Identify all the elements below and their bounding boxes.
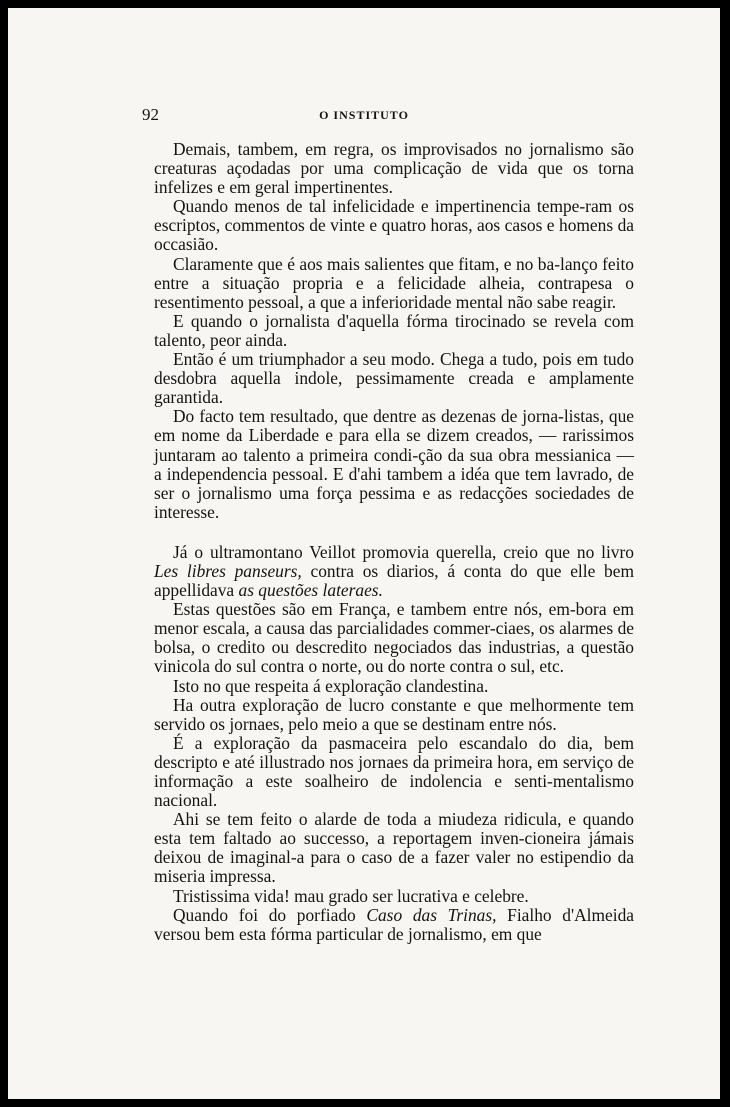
case-title: Caso das Trinas, <box>366 904 497 925</box>
page-header <box>8 105 720 125</box>
book-title: Les libres panseurs, <box>154 560 302 581</box>
paragraph: Tristissima vida! mau grado ser lucrativa e celebre. <box>173 885 529 906</box>
paragraph: Ahi se tem feito o alarde de toda a miudeza ridicula, e quando esta tem faltado ao successo, a reportagem inven-cioneira jámais deixou de imaginal-a para o caso de a fazer valer no estipendio da miseria impressa. <box>154 809 634 887</box>
paragraph: Do facto tem resultado, que dentre as dezenas de jorna-listas, que em nome da Liberdade e para ella se dizem creados, — rarissimos juntaram ao talento a primeira condi-ção da sua obra messianica — a independencia pessoal. E d'ahi tambem a idéa que tem lavrado, de ser o jornalismo uma força pessima e as redacções sociedades de interesse. <box>154 406 634 522</box>
italic-phrase: as questões lateraes. <box>238 580 383 601</box>
text-run: Fialho d'Almeida versou bem esta fórma particular de jornalismo, em que <box>154 904 634 944</box>
paragraph: Claramente que é aos mais salientes que fitam, e no ba-lanço feito entre a situação propria e a felicidade alheia, contrapesa o resentimento pessoal, a que a inferioridade mental não sabe reagir. <box>154 253 634 312</box>
paragraph: Isto no que respeita á exploração clandestina. <box>173 675 489 696</box>
body-text <box>154 140 634 944</box>
paragraph: É a exploração da pasmaceira pelo escandalo do dia, bem descripto e até illustrado nos jornaes da primeira hora, em serviço de informação a este soalheiro de indolencia e senti-mentalismo nacional. <box>154 732 634 811</box>
paragraph: Então é um triumphador a seu modo. Chega a tudo, pois em tudo desdobra aquella indole, pessimamente creada e amplamente garantida. <box>154 349 634 408</box>
text-run: contra os diarios, á conta do que elle bem appellidava <box>154 560 634 601</box>
paragraph-veillot <box>154 543 634 600</box>
book-page <box>8 8 720 1099</box>
paragraph: Estas questões são em França, e tambem entre nós, em-bora em menor escala, a causa das parcialidades commer-ciaes, os alarmes de bolsa, o credito ou descredito negociados das industrias, a questão vinicola do sul contra o norte, ou do norte contra o sul, etc. <box>154 599 634 677</box>
page-number: 92 <box>142 105 159 124</box>
paragraph-final <box>154 906 634 944</box>
running-title: O INSTITUTO <box>319 108 409 122</box>
text-run: Já o ultramontano Veillot promovia querella, creio que no livro <box>173 541 634 562</box>
paragraph: Demais, tambem, em regra, os improvisados no jornalismo são creaturas açodadas por uma complicação de vida que os torna infelizes e em geral impertinentes. <box>154 139 634 198</box>
text-run: Quando foi do porfiado <box>173 904 367 925</box>
paragraph: Ha outra exploração de lucro constante e que melhormente tem servido os jornaes, pelo meio a que se destinam entre nós. <box>154 694 634 734</box>
paragraph: E quando o jornalista d'aquella fórma tirocinado se revela com talento, peor ainda. <box>154 310 634 350</box>
section-gap <box>154 522 634 543</box>
paragraph: Quando menos de tal infelicidade e impertinencia tempe-ram os escriptos, commentos de vinte e quatro horas, aos casos e homens da occasião. <box>154 196 634 255</box>
